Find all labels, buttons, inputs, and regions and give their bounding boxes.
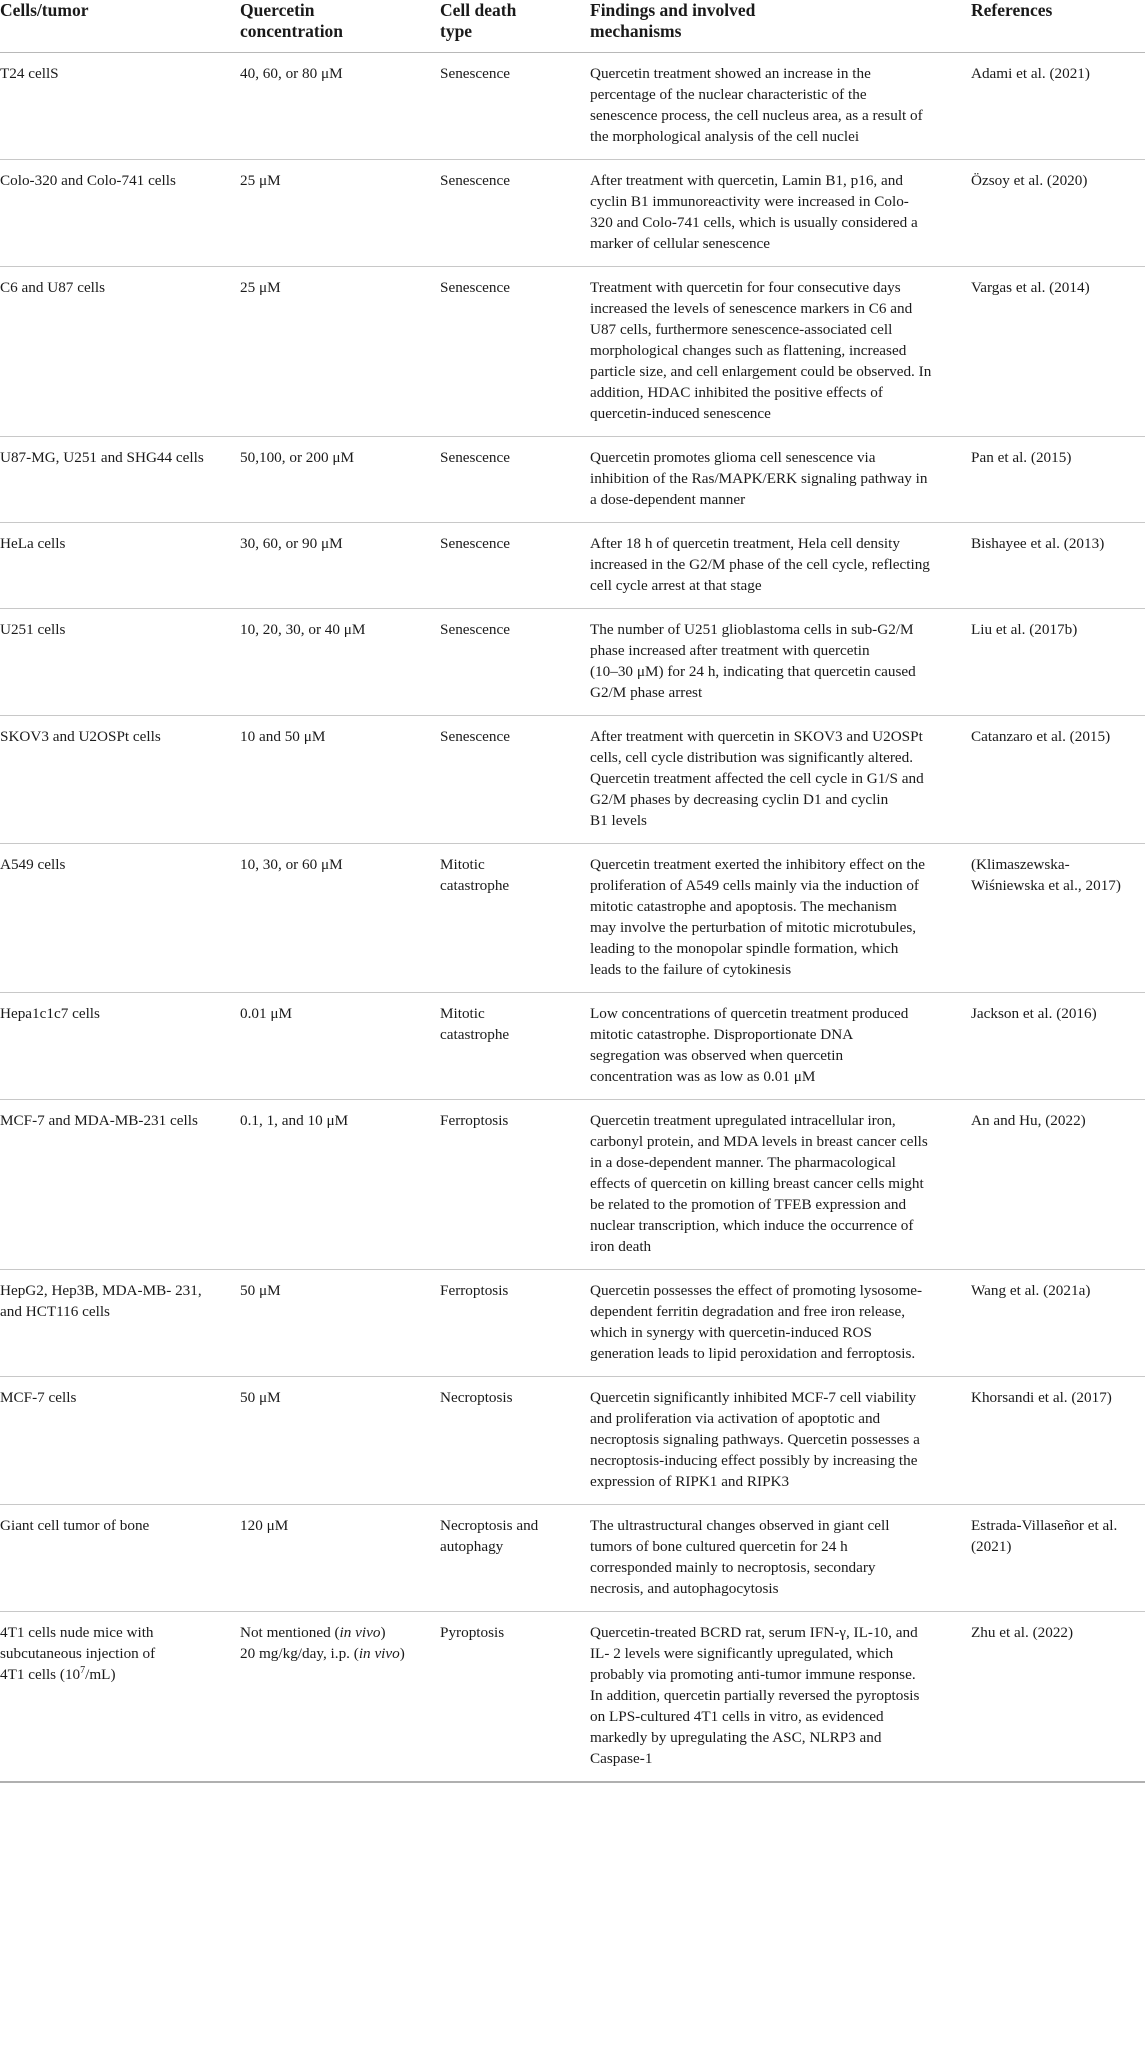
header-findings-line-2: mechanisms: [590, 21, 682, 41]
text-line: Vargas et al. (2014): [971, 279, 1090, 296]
header-findings-mechanisms: [590, 0, 971, 53]
text-line: cell cycle arrest at that stage: [590, 577, 762, 594]
text-line: After treatment with quercetin, Lamin B1, p16, and: [590, 172, 903, 189]
text-fragment: ): [380, 1624, 386, 1641]
text-line: U87-MG, U251 and SHG44 cells: [0, 449, 204, 466]
text-line: MCF-7 and MDA-MB-231 cells: [0, 1112, 198, 1129]
cell-cells-tumor: [0, 437, 240, 523]
text-line: 0.1, 1, and 10 μM: [240, 1112, 349, 1129]
text-line: Quercetin treatment affected the cell cycle in G1/S and: [590, 770, 924, 787]
cell-reference: [971, 844, 1145, 993]
cell-death-type: [440, 437, 590, 523]
text-line: B1 levels: [590, 812, 647, 829]
cell-death-type: [440, 1270, 590, 1377]
cell-findings: [590, 1270, 971, 1377]
text-line: Ferroptosis: [440, 1112, 509, 1129]
cell-concentration: [240, 716, 440, 844]
text-line: The number of U251 glioblastoma cells in sub-G2/M: [590, 621, 914, 638]
text-line: markedly by upregulating the ASC, NLRP3 and: [590, 1729, 882, 1746]
text-line: Pan et al. (2015): [971, 449, 1072, 466]
text-line: [240, 1643, 428, 1664]
text-line: 30, 60, or 90 μM: [240, 535, 343, 552]
text-line: and HCT116 cells: [0, 1303, 110, 1320]
cell-findings: [590, 437, 971, 523]
text-line: nuclear transcription, which induce the occurrence of: [590, 1217, 914, 1234]
text-line: carbonyl protein, and MDA levels in breast cancer cells: [590, 1133, 928, 1150]
text-line: Khorsandi et al. (2017): [971, 1389, 1112, 1406]
table-row: [0, 160, 1145, 267]
cell-death-type: [440, 1100, 590, 1270]
text-fragment: 20 mg/kg/day, i.p. (: [240, 1645, 359, 1662]
table-body: [0, 53, 1145, 1783]
cell-reference: [971, 1100, 1145, 1270]
text-line: Necroptosis and: [440, 1517, 539, 1534]
cell-findings: [590, 993, 971, 1100]
text-line: Giant cell tumor of bone: [0, 1517, 150, 1534]
text-line: SKOV3 and U2OSPt cells: [0, 728, 161, 745]
text-line: necrosis, and autophagocytosis: [590, 1580, 779, 1597]
text-line: cells, cell cycle distribution was significantly altered.: [590, 749, 914, 766]
text-line: Quercetin possesses the effect of promoting lysosome-: [590, 1282, 923, 1299]
cell-cells-tumor: [0, 1270, 240, 1377]
text-line: Quercetin treatment showed an increase in the: [590, 65, 871, 82]
text-line: generation leads to lipid peroxidation and ferroptosis.: [590, 1345, 916, 1362]
text-line: a dose-dependent manner: [590, 491, 746, 508]
text-fragment-italic: in vivo: [339, 1624, 381, 1641]
cell-cells-tumor: [0, 609, 240, 716]
cell-cells-tumor: [0, 267, 240, 437]
text-line: Bishayee et al. (2013): [971, 535, 1105, 552]
text-line: tumors of bone cultured quercetin for 24 h: [590, 1538, 848, 1555]
cell-reference: [971, 1270, 1145, 1377]
text-line: [0, 1664, 228, 1685]
text-line: Quercetin treatment exerted the inhibitory effect on the: [590, 856, 925, 873]
text-line: 120 μM: [240, 1517, 289, 1534]
cell-findings: [590, 160, 971, 267]
text-line: corresponded mainly to necroptosis, secondary: [590, 1559, 876, 1576]
cell-reference: [971, 160, 1145, 267]
cell-death-type: [440, 844, 590, 993]
text-line: catastrophe: [440, 877, 510, 894]
table-row: [0, 993, 1145, 1100]
text-line: phase increased after treatment with quercetin: [590, 642, 870, 659]
text-line: (2021): [971, 1538, 1012, 1555]
text-line: Senescence: [440, 621, 510, 638]
text-line: leads to the failure of cytokinesis: [590, 961, 792, 978]
text-line: C6 and U87 cells: [0, 279, 106, 296]
text-line: morphological changes such as flattening, increased: [590, 342, 907, 359]
text-line: mitotic catastrophe and apoptosis. The mechanism: [590, 898, 897, 915]
text-fragment: ): [399, 1645, 405, 1662]
cell-death-type: [440, 716, 590, 844]
cell-death-type: [440, 1505, 590, 1612]
header-cell-death-type: [440, 0, 590, 53]
text-line: 320 and Colo-741 cells, which is usually considered a: [590, 214, 918, 231]
text-line: Özsoy et al. (2020): [971, 172, 1088, 189]
cell-findings: [590, 53, 971, 160]
cell-death-type: [440, 267, 590, 437]
text-line: Ferroptosis: [440, 1282, 509, 1299]
text-line: segregation was observed when quercetin: [590, 1047, 844, 1064]
text-line: IL- 2 levels were significantly upregulated, which: [590, 1645, 894, 1662]
cell-concentration: [240, 1270, 440, 1377]
text-line: Catanzaro et al. (2015): [971, 728, 1111, 745]
text-line: particle size, and cell enlargement could be observed. In: [590, 363, 932, 380]
text-line: U251 cells: [0, 621, 66, 638]
cell-concentration: [240, 609, 440, 716]
cell-reference: [971, 437, 1145, 523]
header-quercetin-concentration: [240, 0, 440, 53]
text-line: Zhu et al. (2022): [971, 1624, 1074, 1641]
text-line: 25 μM: [240, 279, 281, 296]
header-cells-tumor: [0, 0, 240, 53]
text-line: leading to the monopolar spindle formation, which: [590, 940, 899, 957]
text-fragment: Not mentioned (: [240, 1624, 340, 1641]
cell-death-type: [440, 160, 590, 267]
text-line: 10, 20, 30, or 40 μM: [240, 621, 366, 638]
table-row: [0, 1270, 1145, 1377]
cell-reference: [971, 1505, 1145, 1612]
text-line: and proliferation via activation of apoptotic and: [590, 1410, 881, 1427]
text-line: Senescence: [440, 172, 510, 189]
table-header: [0, 0, 1145, 53]
text-line: autophagy: [440, 1538, 504, 1555]
text-line: Senescence: [440, 728, 510, 745]
text-line: percentage of the nuclear characteristic of the: [590, 86, 867, 103]
text-line: expression of RIPK1 and RIPK3: [590, 1473, 790, 1490]
cell-concentration: [240, 1100, 440, 1270]
text-line: Quercetin-treated BCRD rat, serum IFN-γ, IL-10, and: [590, 1624, 918, 1641]
text-line: After treatment with quercetin in SKOV3 and U2OSPt: [590, 728, 923, 745]
text-line: necroptosis-inducing effect possibly by increasing the: [590, 1452, 918, 1469]
text-line: MCF-7 cells: [0, 1389, 77, 1406]
cell-death-type: [440, 1377, 590, 1505]
text-line: Adami et al. (2021): [971, 65, 1090, 82]
cell-death-type: [440, 609, 590, 716]
text-line: Senescence: [440, 65, 510, 82]
text-line: Pyroptosis: [440, 1624, 505, 1641]
header-cell-death-type-line-1: Cell death: [440, 0, 517, 20]
text-line: may involve the perturbation of mitotic microtubules,: [590, 919, 917, 936]
table-row: [0, 1377, 1145, 1505]
text-line: An and Hu, (2022): [971, 1112, 1086, 1129]
text-line: After 18 h of quercetin treatment, Hela cell density: [590, 535, 900, 552]
table-row: [0, 523, 1145, 609]
header-cells-tumor-line-1: Cells/tumor: [0, 0, 89, 20]
text-fragment: /mL): [85, 1666, 116, 1683]
cell-reference: [971, 716, 1145, 844]
table-row: [0, 716, 1145, 844]
text-line: effects of quercetin on killing breast cancer cells might: [590, 1175, 924, 1192]
header-quercetin-concentration-line-2: concentration: [240, 21, 344, 41]
cell-cells-tumor: [0, 1377, 240, 1505]
text-line: subcutaneous injection of: [0, 1645, 156, 1662]
text-line: dependent ferritin degradation and free iron release,: [590, 1303, 905, 1320]
text-line: inhibition of the Ras/MAPK/ERK signaling pathway in: [590, 470, 928, 487]
cell-findings: [590, 1612, 971, 1783]
cell-reference: [971, 523, 1145, 609]
text-line: Senescence: [440, 449, 510, 466]
text-line: 4T1 cells nude mice with: [0, 1624, 154, 1641]
cell-reference: [971, 609, 1145, 716]
text-line: [240, 1622, 428, 1643]
text-line: Colo-320 and Colo-741 cells: [0, 172, 176, 189]
header-quercetin-concentration-line-1: Quercetin: [240, 0, 315, 20]
cell-concentration: [240, 160, 440, 267]
cell-findings: [590, 716, 971, 844]
table-row: [0, 1612, 1145, 1783]
cell-reference: [971, 53, 1145, 160]
text-line: Necroptosis: [440, 1389, 513, 1406]
text-line: Wang et al. (2021a): [971, 1282, 1091, 1299]
text-line: T24 cellS: [0, 65, 59, 82]
text-line: Caspase-1: [590, 1750, 653, 1767]
cell-findings: [590, 609, 971, 716]
text-line: In addition, quercetin partially reversed the pyroptosis: [590, 1687, 920, 1704]
table-row: [0, 53, 1145, 160]
cell-cells-tumor: [0, 1100, 240, 1270]
text-line: HepG2, Hep3B, MDA-MB- 231,: [0, 1282, 202, 1299]
text-line: cyclin B1 immunoreactivity were increased in Colo-: [590, 193, 909, 210]
cell-concentration: [240, 1505, 440, 1612]
cell-cells-tumor: [0, 993, 240, 1100]
text-line: catastrophe: [440, 1026, 510, 1043]
cell-findings: [590, 1100, 971, 1270]
text-line: mitotic catastrophe. Disproportionate DNA: [590, 1026, 854, 1043]
header-row: [0, 0, 1145, 53]
text-line: 0.01 μM: [240, 1005, 293, 1022]
text-line: A549 cells: [0, 856, 66, 873]
text-line: Liu et al. (2017b): [971, 621, 1078, 638]
text-line: increased the levels of senescence markers in C6 and: [590, 300, 913, 317]
cell-concentration: [240, 993, 440, 1100]
text-line: 40, 60, or 80 μM: [240, 65, 343, 82]
cell-cells-tumor: [0, 53, 240, 160]
text-line: Hepa1c1c7 cells: [0, 1005, 100, 1022]
text-line: iron death: [590, 1238, 652, 1255]
text-line: (10–30 μM) for 24 h, indicating that quercetin caused: [590, 663, 916, 680]
cell-death-type: [440, 993, 590, 1100]
text-line: 50 μM: [240, 1282, 281, 1299]
text-line: HeLa cells: [0, 535, 66, 552]
text-line: 10 and 50 μM: [240, 728, 326, 745]
cell-findings: [590, 844, 971, 993]
cell-death-type: [440, 53, 590, 160]
text-line: Mitotic: [440, 856, 485, 873]
text-line: the morphological analysis of the cell nuclei: [590, 128, 860, 145]
text-line: quercetin-induced senescence: [590, 405, 771, 422]
text-line: Wiśniewska et al., 2017): [971, 877, 1121, 894]
cell-reference: [971, 993, 1145, 1100]
cell-reference: [971, 1612, 1145, 1783]
table-row: [0, 609, 1145, 716]
text-line: 25 μM: [240, 172, 281, 189]
cell-cells-tumor: [0, 716, 240, 844]
table-row: [0, 437, 1145, 523]
cell-concentration: [240, 844, 440, 993]
text-line: 50 μM: [240, 1389, 281, 1406]
text-line: probably via promoting anti-tumor immune response.: [590, 1666, 916, 1683]
header-references-line-1: References: [971, 0, 1053, 20]
cell-cells-tumor: [0, 1505, 240, 1612]
cell-concentration: [240, 267, 440, 437]
cell-cells-tumor: [0, 844, 240, 993]
table-row: [0, 1505, 1145, 1612]
cell-concentration: [240, 1612, 440, 1783]
text-line: 10, 30, or 60 μM: [240, 856, 343, 873]
text-line: Jackson et al. (2016): [971, 1005, 1097, 1022]
header-findings-line-1: Findings and involved: [590, 0, 756, 20]
text-line: marker of cellular senescence: [590, 235, 771, 252]
text-fragment: 4T1 cells (10: [0, 1666, 81, 1683]
text-fragment-italic: in vivo: [358, 1645, 400, 1662]
cell-findings: [590, 267, 971, 437]
text-line: 50,100, or 200 μM: [240, 449, 355, 466]
text-line: Quercetin significantly inhibited MCF-7 cell viability: [590, 1389, 917, 1406]
text-line: U87 cells, furthermore senescence-associated cell: [590, 321, 893, 338]
text-line: in a dose-dependent manner. The pharmacological: [590, 1154, 896, 1171]
text-line: Senescence: [440, 535, 510, 552]
text-line: Quercetin promotes glioma cell senescence via: [590, 449, 876, 466]
text-line: Treatment with quercetin for four consecutive days: [590, 279, 901, 296]
text-line: Estrada-Villaseñor et al.: [971, 1517, 1118, 1534]
cell-cells-tumor: [0, 160, 240, 267]
cell-concentration: [240, 53, 440, 160]
table-row: [0, 1100, 1145, 1270]
text-line: necroptosis signaling pathways. Quercetin possesses a: [590, 1431, 920, 1448]
text-line: Senescence: [440, 279, 510, 296]
text-line: G2/M phases by decreasing cyclin D1 and cyclin: [590, 791, 889, 808]
text-line: senescence process, the cell nucleus area, as a result of: [590, 107, 923, 124]
text-line: be related to the promotion of TFEB expression and: [590, 1196, 907, 1213]
header-cell-death-type-line-2: type: [440, 21, 473, 41]
text-line: addition, HDAC inhibited the positive effects of: [590, 384, 883, 401]
text-line: proliferation of A549 cells mainly via the induction of: [590, 877, 919, 894]
text-line: (Klimaszewska-: [971, 856, 1070, 873]
cell-reference: [971, 267, 1145, 437]
cell-reference: [971, 1377, 1145, 1505]
text-line: increased in the G2/M phase of the cell cycle, reflecting: [590, 556, 930, 573]
text-line: The ultrastructural changes observed in giant cell: [590, 1517, 890, 1534]
text-line: Quercetin treatment upregulated intracellular iron,: [590, 1112, 896, 1129]
cell-concentration: [240, 437, 440, 523]
table-row: [0, 844, 1145, 993]
table-row: [0, 267, 1145, 437]
text-line: Mitotic: [440, 1005, 485, 1022]
cell-findings: [590, 1505, 971, 1612]
text-line: G2/M phase arrest: [590, 684, 703, 701]
text-line: concentration was as low as 0.01 μM: [590, 1068, 816, 1085]
cell-concentration: [240, 1377, 440, 1505]
cell-findings: [590, 523, 971, 609]
cell-findings: [590, 1377, 971, 1505]
header-references: [971, 0, 1145, 53]
cell-concentration: [240, 523, 440, 609]
cell-death-type: [440, 523, 590, 609]
cell-cells-tumor: [0, 523, 240, 609]
superscript-exponent: 7: [80, 1664, 86, 1676]
text-line: which in synergy with quercetin-induced ROS: [590, 1324, 872, 1341]
cell-death-type: [440, 1612, 590, 1783]
cell-cells-tumor: [0, 1612, 240, 1783]
text-line: Low concentrations of quercetin treatment produced: [590, 1005, 909, 1022]
text-line: on LPS-cultured 4T1 cells in vitro, as evidenced: [590, 1708, 884, 1725]
